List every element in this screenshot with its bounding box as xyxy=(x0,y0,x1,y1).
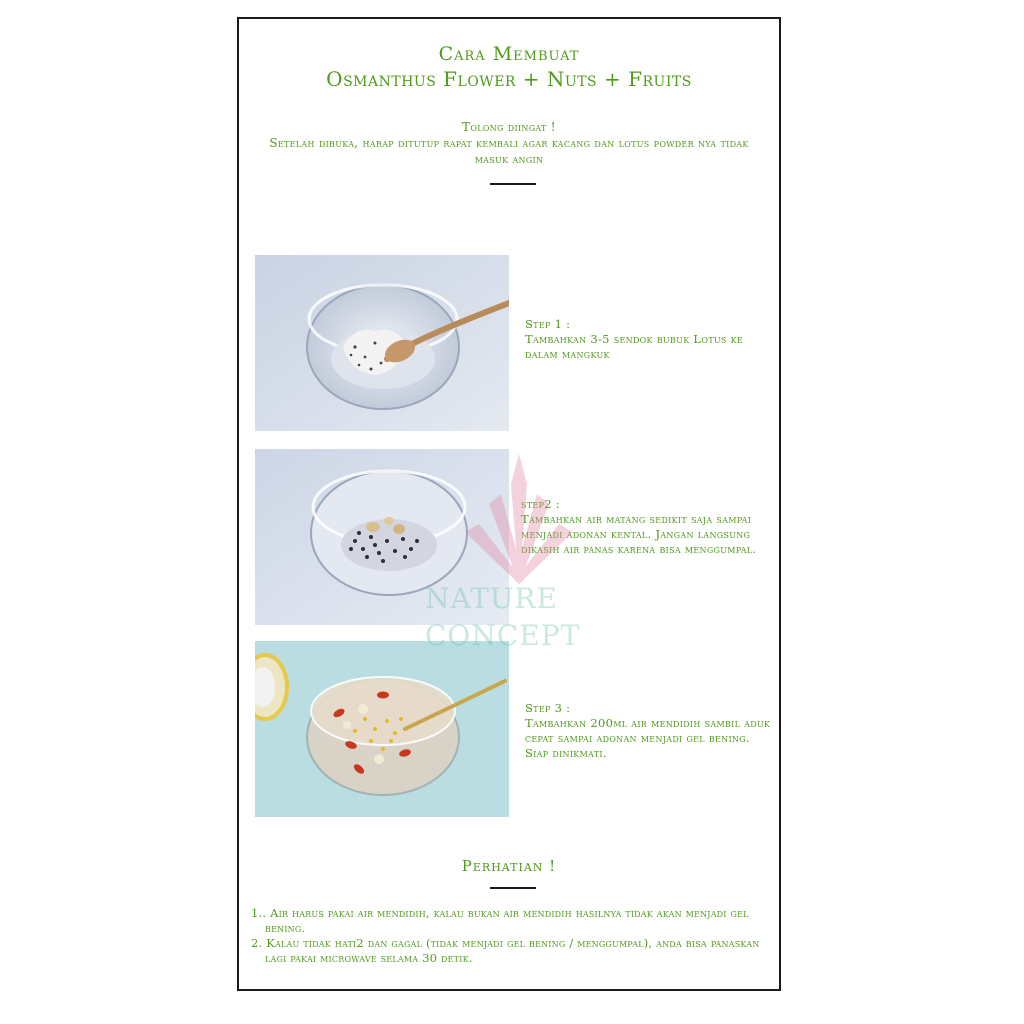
reminder-text: Setelah dibuka, harap ditutup rapat kembali agar kacang dan lotus powder nya tidak masuk angin xyxy=(269,136,749,166)
attention-item-1: 1.. Air harus pakai air mendidih, kalau bukan air mendidih hasilnya tidak akan menjadi gel bening. xyxy=(251,906,749,935)
step-1-photo xyxy=(255,255,509,431)
watermark-line-1: NATURE xyxy=(425,582,558,615)
step-1-label: Step 1 : xyxy=(525,317,571,331)
title-line-2: Osmanthus Flower + Nuts + Fruits xyxy=(326,67,692,91)
title-line-1: Cara Membuat xyxy=(438,43,580,65)
reminder-note xyxy=(259,119,759,167)
instruction-card xyxy=(237,17,781,991)
step-2-label: step2 : xyxy=(521,497,560,511)
step-3-label: Step 3 : xyxy=(525,701,571,715)
step-1-body: Tambahkan 3-5 sendok bubuk Lotus ke dalam mangkuk xyxy=(525,332,744,361)
step-2-body: Tambahkan air matang sedikit saja sampai menjadi adonan kental. Jangan langsung dikasih air panas karena bisa menggumpal. xyxy=(521,512,757,556)
attention-heading: Perhatian ! xyxy=(461,857,557,875)
step-3-photo xyxy=(255,641,509,817)
step-2-text xyxy=(521,497,776,557)
attention-item-2: 2. Kalau tidak hati2 dan gagal (tidak menjadi gel bening / menggumpal), anda bisa panaskan lagi pakai microwave selama 30 detik. xyxy=(251,936,760,965)
watermark-line-2: CONCEPT xyxy=(425,619,581,652)
step-1-text xyxy=(525,317,745,362)
step-3-text xyxy=(525,701,775,761)
divider-top xyxy=(490,183,536,185)
divider-bottom xyxy=(490,887,536,889)
reminder-heading: Tolong diingat ! xyxy=(462,120,556,134)
step-3-body: Tambahkan 200ml air mendidih sambil aduk cepat sampai adonan menjadi gel bening. Siap dinikmati. xyxy=(525,716,771,760)
attention-list xyxy=(251,906,767,966)
